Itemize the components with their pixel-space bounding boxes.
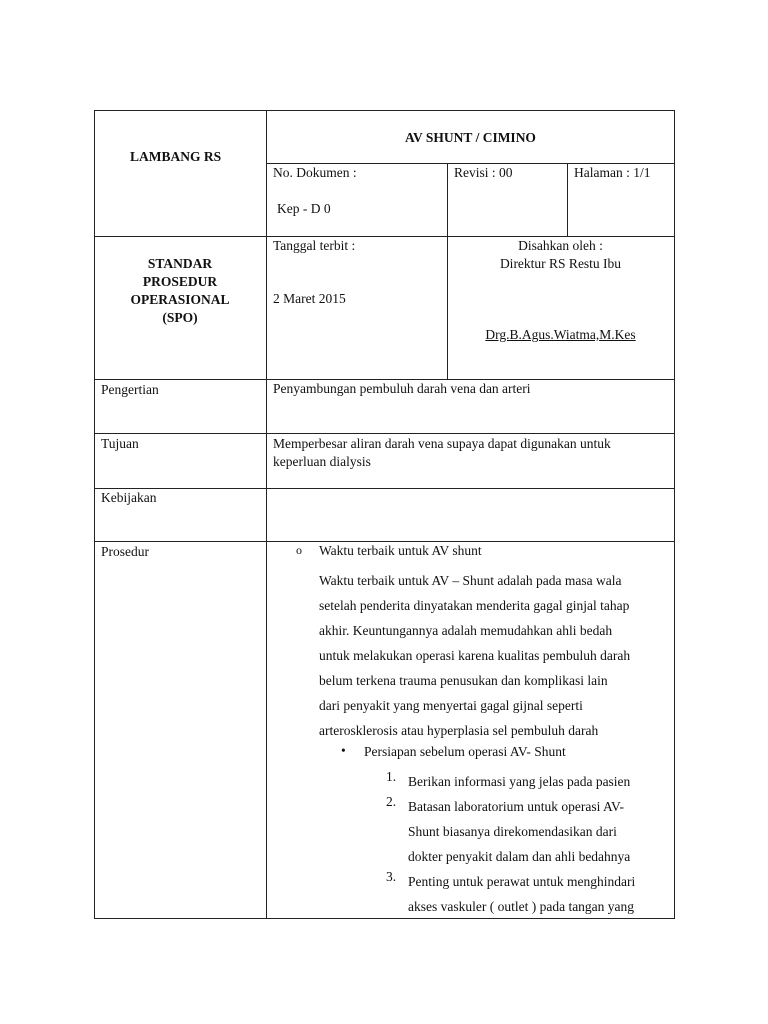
issue-date-label: Tanggal terbit : <box>273 238 356 253</box>
list-item-number: 3. <box>386 869 397 884</box>
approved-by-name: Drg.B.Agus.Wiatma,M.Kes <box>485 327 636 342</box>
list-item-number: 2. <box>386 794 397 809</box>
document-title: AV SHUNT / CIMINO <box>405 130 536 145</box>
logo-placeholder: LAMBANG RS <box>130 149 222 164</box>
page-number: Halaman : 1/1 <box>574 165 651 180</box>
prosedur-subheading: Persiapan sebelum operasi AV- Shunt <box>364 744 566 759</box>
doc-number-label: No. Dokumen : <box>273 165 357 180</box>
prosedur-heading: Waktu terbaik untuk AV shunt <box>319 543 482 558</box>
issue-date-value: 2 Maret 2015 <box>273 291 346 306</box>
circle-bullet: o <box>296 543 302 557</box>
list-item: Berikan informasi yang jelas pada pasien <box>408 774 631 789</box>
prosedur-paragraph: Waktu terbaik untuk AV – Shunt adalah pada masa wala setelah penderita dinyatakan menderita gagal ginjal tahap akhir. Keuntungannya adalah memudahkan ahli bedah untuk melakukan operasi karena kualitas pembuluh darah belum terkena trauma penusukan dan komplikasi lain dari penyakit yang menyertai gagal gijnal seperti arterosklerosis atau hyperplasia sel pembuluh darah <box>319 573 631 738</box>
approved-by-label: Disahkan oleh : <box>518 238 603 253</box>
approved-by-title: Direktur RS Restu Ibu <box>499 256 622 271</box>
list-item-number: 1. <box>386 769 397 784</box>
tujuan-text: Memperbesar aliran darah vena supaya dapat digunakan untuk keperluan dialysis <box>273 436 611 469</box>
revision: Revisi : 00 <box>454 165 513 180</box>
dot-bullet: • <box>341 743 346 758</box>
prosedur-label: Prosedur <box>101 544 149 559</box>
kebijakan-label: Kebijakan <box>101 490 157 505</box>
pengertian-label: Pengertian <box>101 382 159 397</box>
spo-label: STANDAR PROSEDUR OPERASIONAL (SPO) <box>130 256 230 325</box>
tujuan-label: Tujuan <box>101 436 139 451</box>
list-item: Penting untuk perawat untuk menghindari akses vaskuler ( outlet ) pada tangan yang <box>408 874 636 914</box>
doc-number-value: Kep - D 0 <box>277 201 331 216</box>
list-item: Batasan laboratorium untuk operasi AV- Shunt biasanya direkomendasikan dari dokter penyakit dalam dan ahli bedahnya <box>408 799 631 864</box>
pengertian-text: Penyambungan pembuluh darah vena dan arteri <box>273 381 531 396</box>
